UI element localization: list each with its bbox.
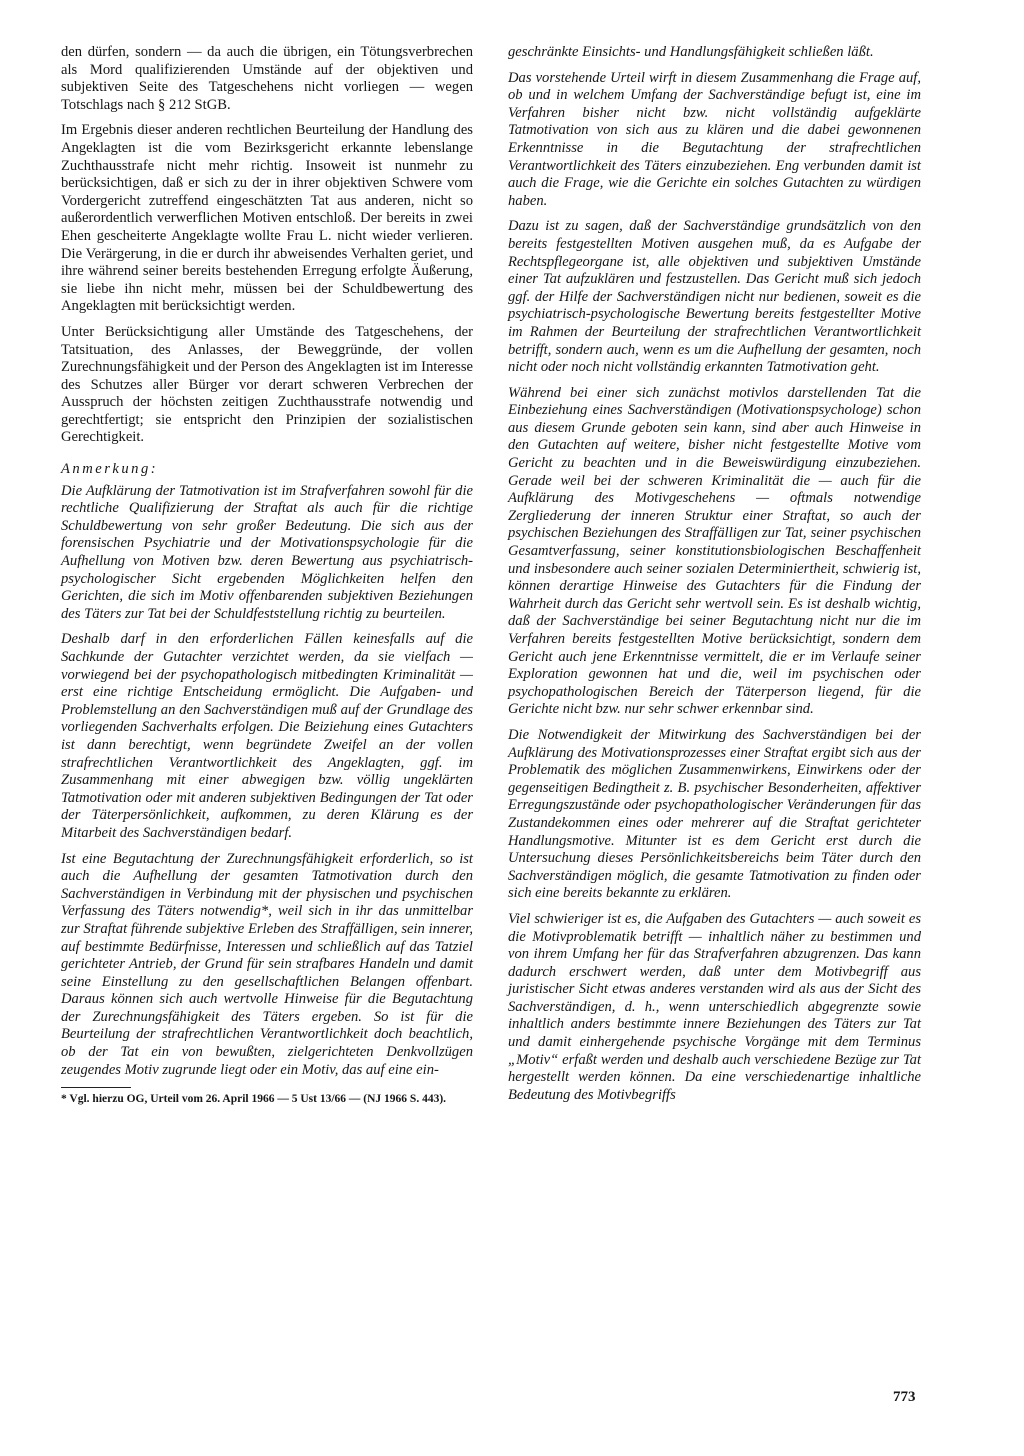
note-paragraph: Die Notwendigkeit der Mitwirkung des Sachverständigen bei der Aufklärung des Motivationsprozesses einer Straftat ergibt sich aus der Problematik des möglichen Zusammenwirkens, Einwirkens oder der gegenseitigen Bedingtheit z. B. psychischer Besonderheiten, affektiver Erregungszustände oder psychopathologischer Veränderungen für das Zustandekommen eines oder mehrerer auf die Straftat gerichteter Handlungsmotive. Mitunter ist es dem Gericht erst durch die Untersuchung dieses Persönlichkeitsbereichs beim Täter durch den Sachverständigen möglich, die gesamte Tatmotivation zu finden oder sich eine bereits bekannte zu erklären. bbox=[508, 726, 921, 902]
body-paragraph: Im Ergebnis dieser anderen rechtlichen Beurteilung der Handlung des Angeklagten ist die vom Bezirksgericht erkannte lebenslange Zuchthausstrafe nicht mehr richtig. Insoweit ist nunmehr zu berücksichtigen, daß er sich zu der in ihrer objektiven Schwere vom Vordergericht zutreffend eingeschätzten Tat aus anderen, nicht so außerordentlich verwerflichen Motiven entschloß. Der bereits in zwei Ehen gescheiterte Angeklagte wollte Frau L. nicht wieder verlieren. Die Verärgerung, in die er durch ihr abweisendes Verhalten geriet, und ihre während seiner bereits bestehenden Erregung erfolgte Äußerung, sie liebe ihn nicht mehr, müssen bei der Schuldbewertung des Angeklagten mit berücksichtigt werden. bbox=[61, 122, 473, 315]
note-paragraph: Viel schwieriger ist es, die Aufgaben des Gutachters — auch soweit es die Motivproblematik betrifft — inhaltlich näher zu bestimmen und von ihrem Umfang her für das Strafverfahren abzugrenzen. Das kann dadurch erschwert werden, daß unter dem Motivbegriff aus juristischer Sicht etwas anderes verstanden wird als aus der Sicht des Sachverständigen, d. h., wenn unterschiedlich abgegrenzte sowie inhaltlich anders bestimmte innere Beziehungen des Täters zur Tat und damit einhergehende psychische Vorgänge mit dem Terminus „Motiv“ erfaßt werden und deshalb auch verschiedene Bezüge zur Tat hergestellt werden können. Da eine verschiedenartige inhaltliche Bedeutung des Motivbegriffs bbox=[508, 910, 921, 1103]
footnote: * Vgl. hierzu OG, Urteil vom 26. April 1966 — 5 Ust 13/66 — (NJ 1966 S. 443). bbox=[61, 1093, 447, 1106]
footnote-divider bbox=[61, 1087, 131, 1088]
note-paragraph: Während bei einer sich zunächst motivlos darstellenden Tat die Einbeziehung eines Sachverständigen (Motivationspsychologe) schon aus diesem Grunde geboten sein kann, sind aber auch Hinweise in den Gutachten auf weitere, bisher nicht festgestellte Motive vom Gericht zu beachten und in die Beweiswürdigung einzubeziehen. Gerade weil bei der schweren Kriminalität die — auch für die Aufklärung des Motivgeschehens — oftmals notwendige Zergliederung der inneren Struktur einer Straftat, so auch der psychischen Beziehungen des Straffälligen zur Tat, seiner psychischen Gesamtverfassung, seiner konstitutionsbiologischen Beschaffenheit und insbesondere auch seiner sozialen Determiniertheit, schwierig ist, können derartige Hinweise des Gutachters für die Findung der Wahrheit durch das Gericht sehr wertvoll sein. Es ist deshalb wichtig, daß der Sachverständige bei seiner Begutachtung nicht nur die im Verfahren bereits festgestellten Motive berücksichtigt, sondern dem Gericht auch jene Erkenntnisse vermittelt, die er im Verlaufe seiner Exploration gewonnen hat und die, weil im psychischen oder psychopathologischen Bereich der Täterperson liegend, für die Gerichte nicht bzw. nur sehr schwer erkennbar sind. bbox=[508, 384, 921, 718]
right-column bbox=[508, 44, 921, 1112]
note-paragraph: Das vorstehende Urteil wirft in diesem Zusammenhang die Frage auf, ob und in welchem Umfang der Sachverständige befugt ist, eine im Verfahren bisher nicht bzw. nicht vollständig aufgeklärte Tatmotivation von sich aus zu klären und die dabei gewonnenen Erkenntnisse in die Begutachtung der strafrechtlichen Verantwortlichkeit des Täters einzubeziehen. Eng verbunden damit ist auch die Frage, wie die Gerichte ein solches Gutachten zu würdigen haben. bbox=[508, 69, 921, 209]
body-paragraph: Unter Berücksichtigung aller Umstände des Tatgeschehens, der Tatsituation, des Anlasses, der Beweggründe, der vollen Zurechnungsfähigkeit und der Person des Angeklagten ist im Interesse des Schutzes aller Bürger vor derart schweren Verbrechen der Ausspruch der höchsten zeitigen Zuchthausstrafe notwendig und gerechtfertigt; sie entspricht den Prinzipien der sozialistischen Gerechtigkeit. bbox=[61, 323, 473, 446]
note-paragraph: Dazu ist zu sagen, daß der Sachverständige grundsätzlich von den bereits festgestellten Motiven ausgehen muß, da es Aufgabe der Rechtspflegeorgane ist, alle objektiven und subjektiven Umstände einer Tat aufzuklären und festzustellen. Das Gericht muß sich jedoch ggf. der Hilfe der Sachverständigen nicht nur bedienen, soweit es die psychiatrisch-psychologische Bewertung bereits festgestellter Motive im Rahmen der Beurteilung der strafrechtlichen Verantwortlichkeit betrifft, sondern auch, wenn es um die Aufhellung der gesamten, noch nicht oder noch nicht vollständig erkannten Tatmotivation geht. bbox=[508, 218, 921, 376]
note-paragraph: geschränkte Einsichts- und Handlungsfähigkeit schließen läßt. bbox=[508, 44, 874, 60]
note-paragraph: Ist eine Begutachtung der Zurechnungsfähigkeit erforderlich, so ist auch die Aufhellung der gesamten Tatmotivation durch den Sachverständigen in Verbindung mit der physischen und psychischen Verfassung des Täters notwendig*, weil sich in ihr das unmittelbar zur Straftat führende subjektive Erleben des Straffälligen, sein innerer, auf bestimmte Bedürfnisse, Interessen und schließlich auf das Tatziel gerichteter Antrieb, der Grund für sein strafbares Handeln und damit seine Einstellung zu den gesellschaftlichen Belangen offenbart. Daraus können sich auch wertvolle Hinweise für die Begutachtung der Zurechnungsfähigkeit des Täters ergeben. So ist für die Beurteilung der strafrechtlichen Verantwortlichkeit doch beachtlich, ob der Tat ein von bewußten, zielgerichteten Denkvollzügen zeugendes Motiv zugrunde liegt oder ein Motiv, das auf eine ein- bbox=[61, 850, 473, 1078]
note-heading: Anmerkung: bbox=[61, 461, 159, 478]
note-paragraph: Die Aufklärung der Tatmotivation ist im Strafverfahren sowohl für die rechtliche Qualifizierung der Straftat als auch für die richtige Schuldbewertung von sehr großer Bedeutung. Die sich aus der forensischen Psychiatrie und der Motivationspsychologie für die Aufhellung von Motiven bzw. deren Bewertung aus psychiatrisch-psychologischer Sicht ergebenden Möglichkeiten helfen den Gerichten, die sich im Motiv offenbarenden subjektiven Beziehungen des Täters zur Tat bei der Schuldfeststellung richtig zu beurteilen. bbox=[61, 482, 473, 622]
body-paragraph: den dürfen, sondern — da auch die übrigen, ein Tötungsverbrechen als Mord qualifizierenden Umstände auf der objektiven und subjektiven Seite des Tatgeschehens nicht vorliegen — wegen Totschlags nach § 212 StGB. bbox=[61, 44, 473, 113]
left-column bbox=[61, 44, 473, 1106]
note-paragraph: Deshalb darf in den erforderlichen Fällen keinesfalls auf die Sachkunde der Gutachter verzichtet werden, da sie vielfach — vorwiegend bei der psychopathologisch mitbedingten Kriminalität — erst eine richtige Entscheidung ermöglicht. Die Aufgaben- und Problemstellung an den Sachverständigen muß auf der Grundlage des vorliegenden Sachverhalts erfolgen. Die Beiziehung eines Gutachters ist dann berechtigt, wenn begründete Zweifel an der vollen strafrechtlichen Verantwortlichkeit des Angeklagten, ggf. im Zusammenhang mit einer abwegigen bzw. völlig ungeklärten Tatmotivation oder mit anderen subjektiven Bedingungen der Tat oder der Täterpersönlichkeit, aufkommen, zu deren Klärung es der Mitarbeit des Sachverständigen bedarf. bbox=[61, 631, 473, 841]
page-number: 773 bbox=[893, 1389, 916, 1405]
